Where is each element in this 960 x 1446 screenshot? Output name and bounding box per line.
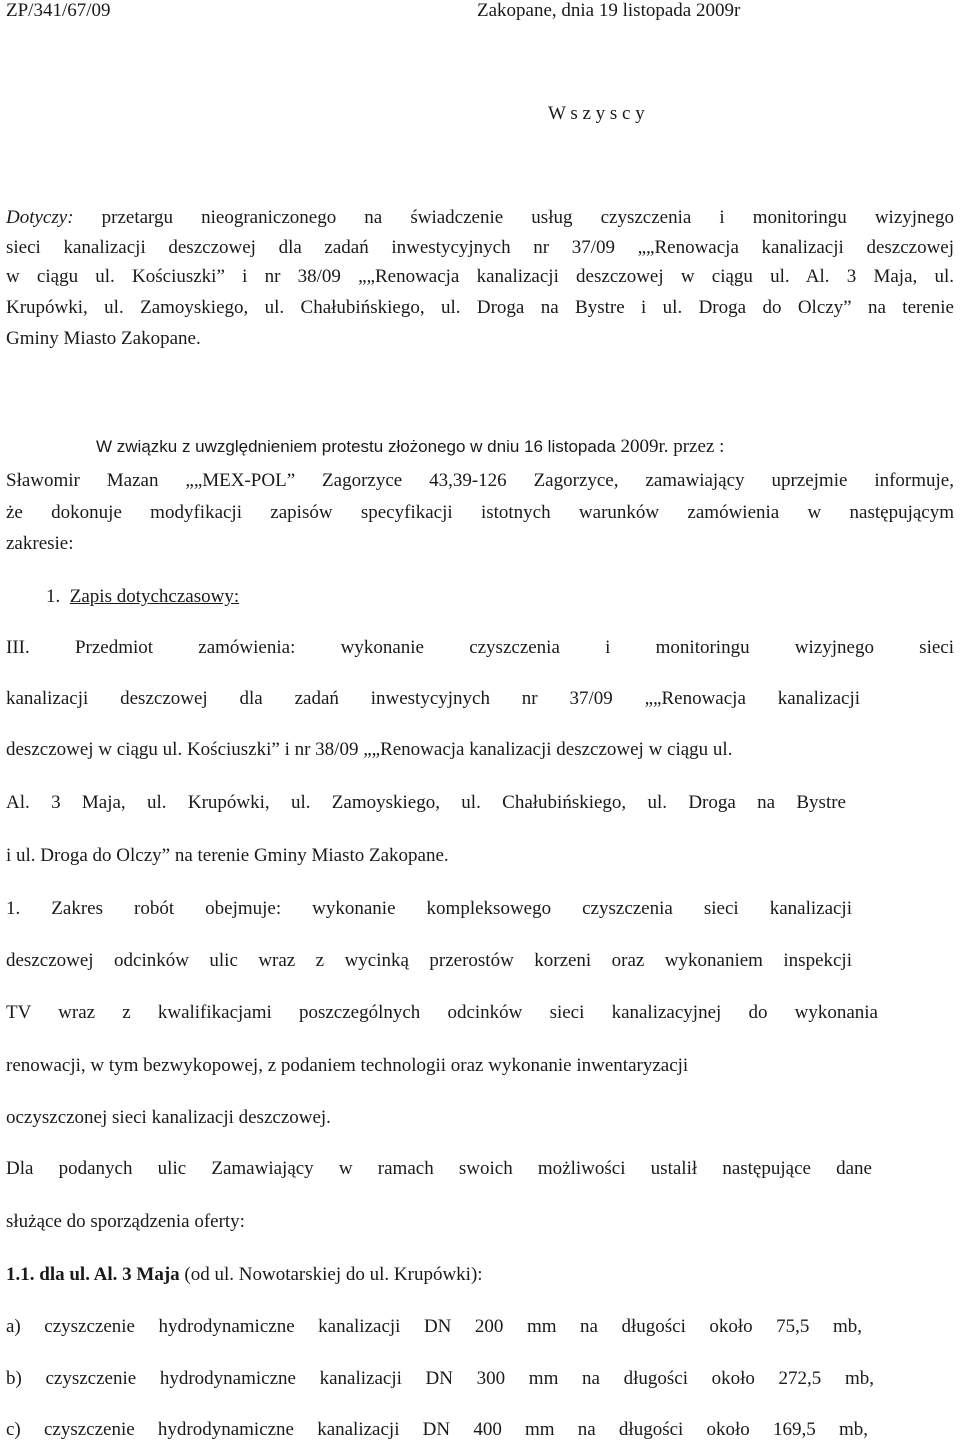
scope-line-3: TV wraz z kwalifikacjami poszczególnych odcinków sieci kanalizacyjnej do wykonania bbox=[6, 1002, 878, 1023]
cleaning-item-b: b) czyszczenie hydrodynamiczne kanalizacji DN 300 mm na długości około 272,5 mb, bbox=[6, 1368, 874, 1389]
scope-line-5: oczyszczonej sieci kanalizacji deszczowej. bbox=[6, 1107, 331, 1128]
cleaning-item-c: c) czyszczenie hydrodynamiczne kanalizacji DN 400 mm na długości około 169,5 mb, bbox=[6, 1419, 868, 1440]
section-heading bbox=[46, 586, 446, 608]
place-and-date: Zakopane, dnia 19 listopada 2009r bbox=[477, 0, 741, 21]
item3-line-4: Al. 3 Maja, ul. Krupówki, ul. Zamoyskiego, ul. Chałubińskiego, ul. Droga na Bystre bbox=[6, 792, 846, 813]
notice-line-2: Sławomir Mazan „„MEX-POL” Zagorzyce 43,39-126 Zagorzyce, zamawiający uprzejmie informuje, bbox=[6, 470, 954, 491]
section-title: Zapis dotychczasowy: bbox=[69, 586, 240, 607]
cleaning-item-a: a) czyszczenie hydrodynamiczne kanalizacji DN 200 mm na długości około 75,5 mb, bbox=[6, 1316, 862, 1337]
document-reference: ZP/341/67/09 bbox=[6, 0, 111, 21]
item3-line-5: i ul. Droga do Olczy” na terenie Gminy Miasto Zakopane. bbox=[6, 845, 449, 866]
item3-roman: III. bbox=[6, 637, 30, 658]
subsection-heading bbox=[6, 1264, 954, 1286]
scope-line-7: służące do sporządzenia oferty: bbox=[6, 1211, 245, 1232]
notice-line-1 bbox=[96, 436, 954, 458]
item3-line-1 bbox=[6, 637, 954, 659]
subject-line-2: sieci kanalizacji deszczowej dla zadań inwestycyjnych nr 37/09 „„Renowacja kanalizacji deszczowej bbox=[6, 237, 954, 258]
subject-text: przetargu nieograniczonego na świadczenie usług czyszczenia i monitoringu wizyjnego bbox=[73, 207, 954, 228]
subject-label: Dotyczy: bbox=[6, 207, 74, 228]
notice-line-4: zakresie: bbox=[6, 533, 74, 554]
notice-line-3: że dokonuje modyfikacji zapisów specyfikacji istotnych warunków zamówienia w następującym bbox=[6, 502, 954, 523]
subsection-bold: 1.1. dla ul. Al. 3 Maja bbox=[6, 1264, 180, 1285]
scope-line-1: 1. Zakres robót obejmuje: wykonanie kompleksowego czyszczenia sieci kanalizacji bbox=[6, 898, 852, 919]
scope-line-6: Dla podanych ulic Zamawiający w ramach swoich możliwości ustalił następujące dane bbox=[6, 1158, 872, 1179]
subject-line-5: Gminy Miasto Zakopane. bbox=[6, 328, 201, 349]
subject-line-4: Krupówki, ul. Zamoyskiego, ul. Chałubińskiego, ul. Droga na Bystre i ul. Droga do Olczy” na terenie bbox=[6, 297, 954, 318]
notice-date-text: 2009r. przez : bbox=[620, 436, 725, 457]
notice-protest-text: W związku z uwzględnieniem protestu złożonego w dniu 16 listopada bbox=[96, 437, 621, 456]
subsection-rest: (od ul. Nowotarskiej do ul. Krupówki): bbox=[179, 1264, 483, 1285]
subject-line-1 bbox=[6, 207, 954, 229]
item3-line-3: deszczowej w ciągu ul. Kościuszki” i nr 38/09 „„Renowacja kanalizacji deszczowej w ciągu ul. bbox=[6, 739, 733, 760]
item3-line-2: kanalizacji deszczowej dla zadań inwestycyjnych nr 37/09 „„Renowacja kanalizacji bbox=[6, 688, 860, 709]
addressee: W s z y s c y bbox=[548, 103, 645, 124]
scope-line-4: renowacji, w tym bezwykopowej, z podaniem technologii oraz wykonanie inwentaryzacji bbox=[6, 1055, 689, 1076]
section-number: 1. bbox=[46, 586, 61, 607]
subject-line-3: w ciągu ul. Kościuszki” i nr 38/09 „„Renowacja kanalizacji deszczowej w ciągu ul. Al. 3 Maja, ul. bbox=[6, 266, 954, 287]
item3-text-1: Przedmiot zamówienia: wykonanie czyszczenia i monitoringu wizyjnego sieci bbox=[29, 637, 954, 658]
scope-line-2: deszczowej odcinków ulic wraz z wycinką przerostów korzeni oraz wykonaniem inspekcji bbox=[6, 950, 852, 971]
